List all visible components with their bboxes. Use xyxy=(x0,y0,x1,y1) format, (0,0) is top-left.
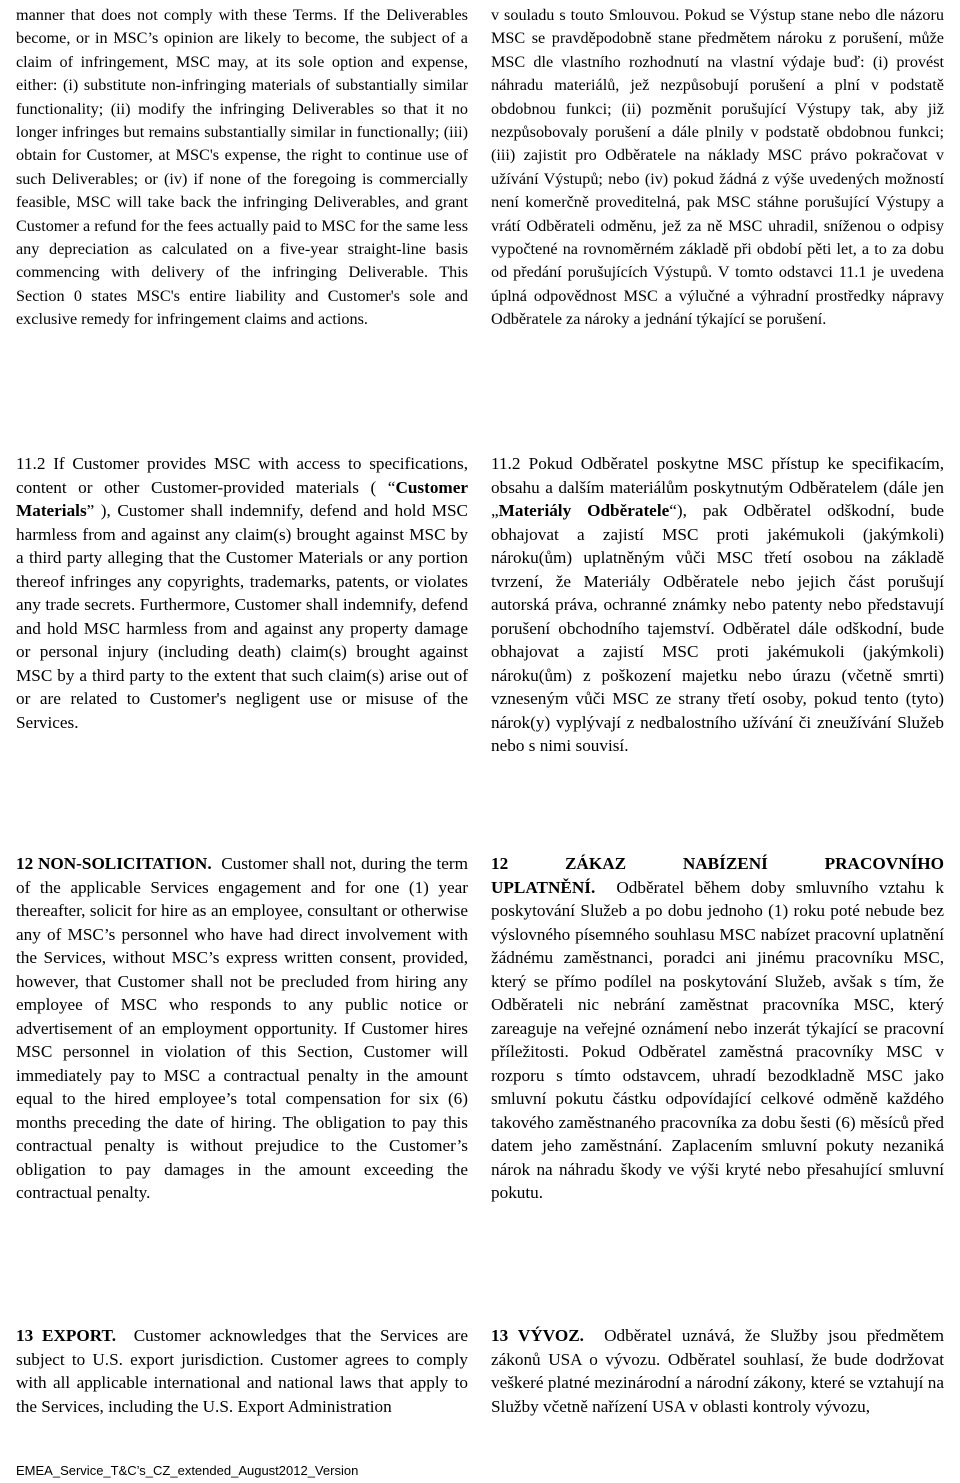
defined-term: Customer Materials xyxy=(16,477,468,520)
paragraph-text: “), pak Odběratel odškodní, bude obhajovat a zajistí MSC proti jakémukoli (jakýmkoli) nároku(ům) uplatněným vůči MSC třetí osobou na základě tvrzení, že Materiály Odběratele nebo jejich část porušují autorská práva, ochranné známky nebo patenty nebo představují porušení obchodního tajemství. Odběratel dále odškodní, bude obhajovat a zajistí MSC proti jakémukoli (jakýmkoli) nároku(ům) z poškození majetku nebo úrazu (včetně smrti) vzneseným vůči MSC ze strany třetí osoby, pokud tento (tyto) nárok(y) vyplývají z nedbalostního užívání či zneužívání Služeb nebo s nimi souvisí. xyxy=(491,501,944,755)
paragraph-text: manner that does not comply with these Terms. If the Deliverables become, or in MSC’s opinion are likely to become, the subject of a claim of infringement, MSC may, at its sole option and expense, either: (i) substitute non-infringing materials of substantially similar functionality; (ii) modify the infringing Deliverables so that it no longer infringes but remains substantially similar in functionally; (iii) obtain for Customer, at MSC's expense, the right to continue use of such Deliverables; or (iv) if none of the foregoing is commercially feasible, MSC will take back the infringing Deliverables, and grant Customer a refund for the fees actually paid to MSC for the same less any depreciation as calculated on a five-year straight-line basis commencing with delivery of the infringing Deliverable. This Section 0 states MSC's entire liability and Customer's sole and exclusive remedy for infringement claims and actions. xyxy=(16,6,468,329)
english-column xyxy=(16,1324,468,1418)
paragraph-text: Customer shall not, during the term of the applicable Services engagement and for one (1) year thereafter, solicit for hire as an employee, consultant or otherwise any of MSC’s personnel who have had direct involvement with the Services, without MSC’s express written consent, provided, however, that Customer shall not be precluded from hiring any employee of MSC who responds to any public notice or advertisement of an employment opportunity. If Customer hires MSC personnel in violation of this Section, Customer will immediately pay to MSC a contractual penalty in the amount equal to the hired employee’s total compensation for six (6) months preceding the date of hiring. The obligation to pay this contractual penalty is without prejudice to the Customer’s obligation to pay damages in the amount exceeding the contractual penalty. xyxy=(16,854,468,1202)
section-heading: 12 NON-SOLICITATION. xyxy=(16,854,212,873)
english-column xyxy=(16,452,468,734)
english-column xyxy=(16,852,468,1205)
paragraph-text: v souladu s touto Smlouvou. Pokud se Výstup stane nebo dle názoru MSC se pravděpodobně stane předmětem nároku z porušení, může MSC dle vlastního rozhodnutí na vlastní výdaje buď: (i) provést náhradu materiálů, jež nezpůsobují porušení a plní v podstatě obdobnou funkci; (ii) pozměnit porušující Výstupy tak, aby již nezpůsobovaly porušení a dále plnily v podstatě obdobnou funkci; (iii) zajistit pro Odběratele na náklady MSC právo pokračovat v užívání Výstupů; nebo (iv) pokud žádná z výše uvedených možností není komerčně proveditelná, pak MSC stáhne porušující Výstupy a vrátí Odběrateli odměnu, jež za ně MSC uhradil, sníženou o odpisy vypočtené na rovnoměrném základě při období pěti let, a to za dobu od předání porušujících Výstupů. V tomto odstavci 11.1 je uvedena úplná odpovědnost MSC a výlučné a výhradní prostředky nápravy Odběratele za nároky a jednání týkající se porušení. xyxy=(491,6,944,329)
section-heading: 13 VÝVOZ. xyxy=(491,1326,584,1345)
paragraph-text: Odběratel během doby smluvního vztahu k poskytování Služeb a po dobu jednoho (1) roku poté nebude bez výslovného písemného souhlasu MSC nabízet pracovní uplatnění žádnému zaměstnanci, poradci ani jinému pracovníku MSC, který se přímo podílel na poskytování Služeb, avšak s tím, že Odběrateli nic nebrání zaměstnat pracovníka MSC, který zareaguje na veřejné oznámení nebo inzerát týkající se pracovní příležitosti. Pokud Odběratel zaměstná pracovníky MSC v rozporu s tímto odstavcem, uhradí bezodkladně MSC jako smluvní pokutu částku odpovídající celkové odměně každého takového zaměstnaného pracovníka za dobu šesti (6) měsíců před datem jeho zaměstnání. Zaplacením smluvní pokuty nezaniká nárok na náhradu škody ve výši kryté nebo přesahující smluvní pokutu. xyxy=(491,877,944,1202)
document-footer: EMEA_Service_T&C’s_CZ_extended_August2012_Version xyxy=(16,1463,359,1478)
paragraph-text: Odběratel uznává, že Služby jsou předmětem zákonů USA o vývozu. Odběratel souhlasí, že bude dodržovat veškeré platné mezinárodní a národní zákony, které se vztahují na Služby včetně nařízení USA v oblasti kontroly vývozu, xyxy=(491,1326,945,1416)
paragraph-text: ” ), Customer shall indemnify, defend and hold MSC harmless from and against any claim(s) brought against MSC by a third party alleging that the Customer Materials or any portion thereof infringes any copyrights, trademarks, patents, or violates any trade secrets. Furthermore, Customer shall indemnify, defend and hold MSC harmless from and against any property damage or personal injury (including death) claim(s) brought against MSC by a third party to the extent that such claim(s) arise out of or are related to Customer's negligent use or misuse of the Services. xyxy=(16,501,468,732)
section-heading: 12 ZÁKAZ NABÍZENÍ PRACOVNÍHO UPLATNĚNÍ. xyxy=(491,854,944,897)
paragraph-text: Customer acknowledges that the Services are subject to U.S. export jurisdiction. Customer agrees to comply with all applicable international and national laws that apply to the Services, including the U.S. Export Administration xyxy=(16,1326,468,1416)
czech-column xyxy=(491,4,944,332)
czech-column xyxy=(491,852,944,1205)
paragraph-text: 11.2 Pokud Odběratel poskytne MSC přístup ke specifikacím, obsahu a dalším materiálům poskytnutým Odběratelem (dále jen „ xyxy=(491,454,944,520)
czech-column xyxy=(491,1324,944,1418)
section-heading: 13 EXPORT. xyxy=(16,1326,117,1345)
czech-column xyxy=(491,452,944,758)
defined-term: Materiály Odběratele xyxy=(498,501,670,520)
paragraph-text: 11.2 If Customer provides MSC with access to specifications, content or other Customer-provided materials ( “ xyxy=(16,454,468,497)
english-column xyxy=(16,4,468,332)
